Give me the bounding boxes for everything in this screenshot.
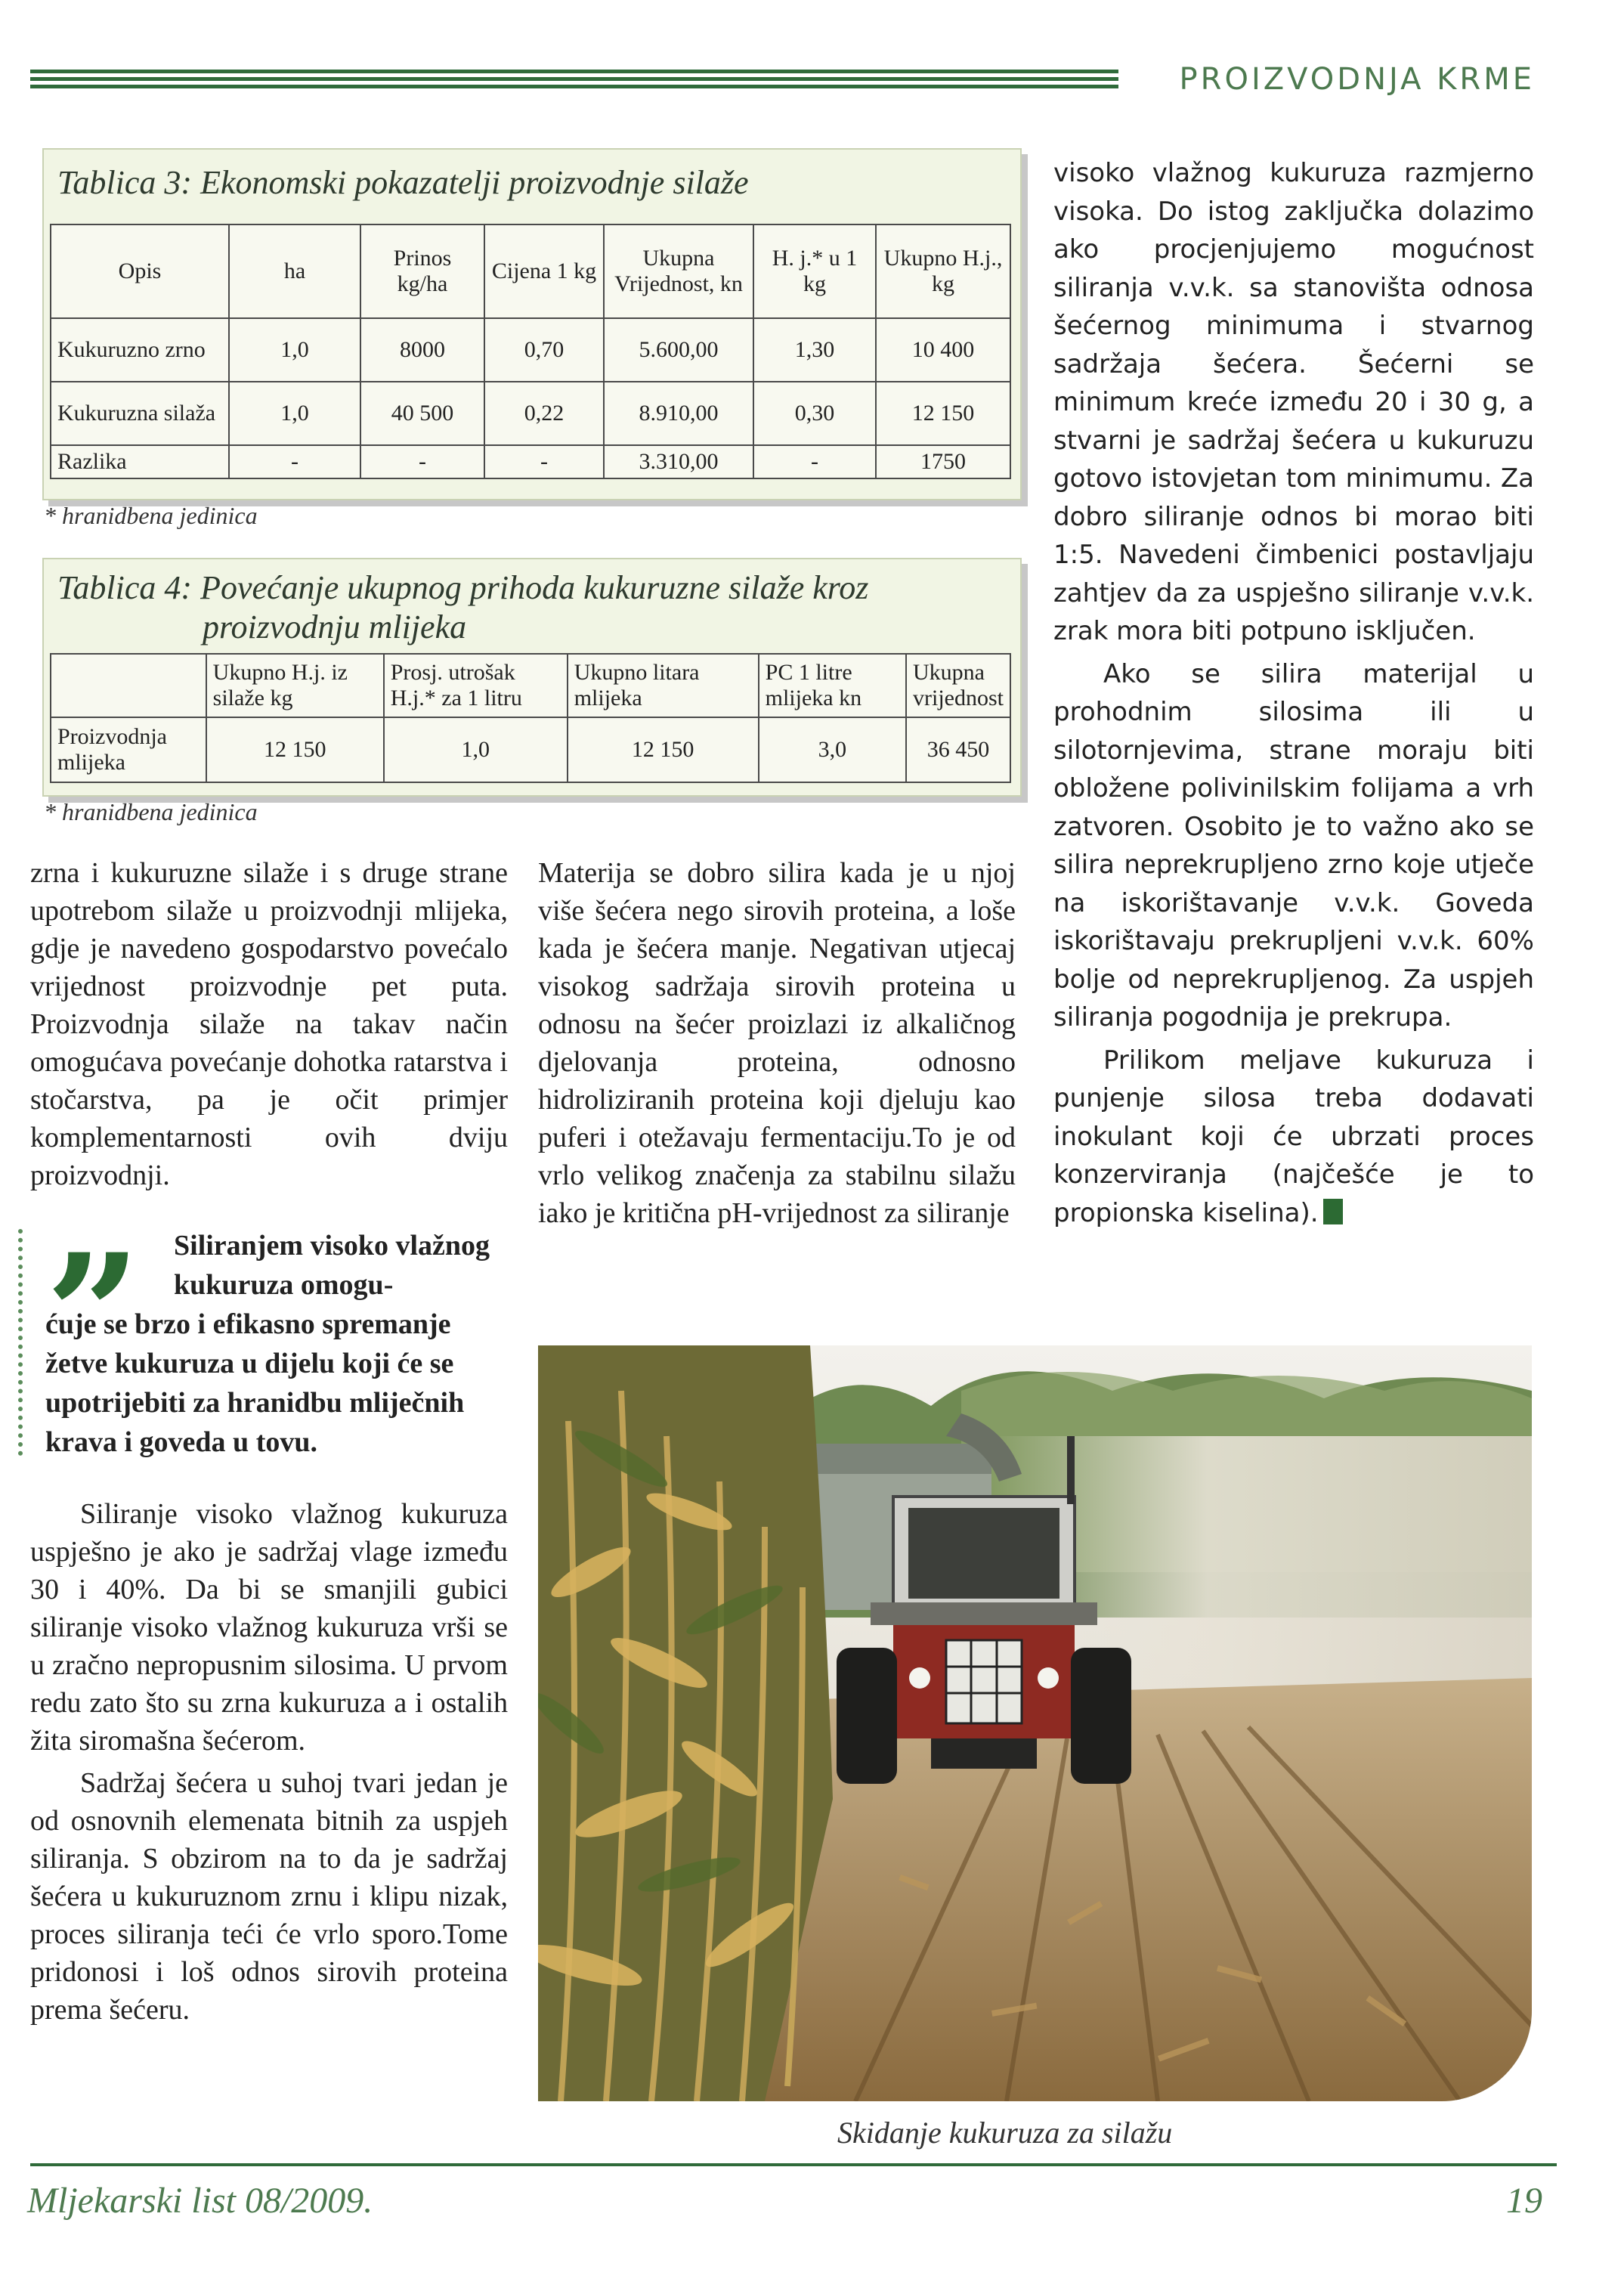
paragraph-text: Prilikom meljave kukuruza i punjenje silosa treba dodavati inokulant koji će ubrzati proces konzerviranja (najčešće je to propionska kiselina). [1053, 1045, 1534, 1228]
table-cell: 1,30 [753, 318, 876, 382]
table-header-cell: PC 1 litre mlijeka kn [759, 654, 906, 717]
table-cell: - [360, 445, 484, 478]
table-cell: 12 150 [206, 717, 384, 782]
table3-box [42, 148, 1022, 500]
table4 [50, 653, 1011, 783]
table-cell: 0,30 [753, 382, 876, 445]
table-header-cell: Opis [51, 224, 229, 318]
paragraph: Siliranje visoko vlažnog kukuruza uspješno je ako je sadržaj vlage između 30 i 40%. Da bi se smanjili gubici siliranje visoko vlažnog kukuruza vrši se u zračno nepropusnim silosima. U prvom redu zato što su zrna kukuruza a i ostalih žita siromašna šećerom. [30, 1498, 508, 1757]
table-header-cell: H. j.* u 1 kg [753, 224, 876, 318]
table-cell: 3,0 [759, 717, 906, 782]
table-cell: - [484, 445, 604, 478]
table3-caption: Tablica 3: Ekonomski pokazatelji proizvodnje silaže [57, 164, 749, 201]
table-cell: 40 500 [360, 382, 484, 445]
paragraph: Sadržaj šećera u suhoj tvari jedan je od osnovnih elemenata bitnih za uspjeh siliranja. S obzirom na to da je sadržaj šećera u kukuruznom zrnu i klipu nizak, proces siliranja teći će vrlo sporo.Tome pridonosi i loš odnos sirovih proteina prema šećeru. [30, 1767, 508, 2026]
paragraph: visoko vlažnog kukuruza razmjerno visoka. Do istog zaključka dolazimo ako procjenjujemo mogućnost siliranja v.v.k. sa stanovišta odnosa šećernog minimuma i stvarnog sadržaja šećera. Šećerni se minimum kreće između 20 i 30 g, a stvarni je sadržaj šećera u kukuruzu gotovo istovjetan tom minimumu. Za dobro siliranje odnos bi morao biti 1:5. Navedeni čimbenici postavljaju zahtjev da za uspješno siliranje v.v.k. zrak mora biti potpuno isključen. [1053, 158, 1534, 646]
table-cell: 3.310,00 [604, 445, 753, 478]
column1-top-text [30, 854, 508, 1194]
table-header-cell: Ukupno litara mlijeka [568, 654, 759, 717]
table-cell: 1,0 [229, 382, 360, 445]
table-header-row [51, 224, 1010, 318]
table4-box [42, 558, 1022, 797]
table3-footnote: * hranidbena jedinica [44, 502, 258, 529]
table-cell: 0,70 [484, 318, 604, 382]
table-cell: 8000 [360, 318, 484, 382]
magazine-name: Mljekarski list 08/2009. [27, 2181, 373, 2221]
table-cell: 8.910,00 [604, 382, 753, 445]
quote-mark-icon: ” [45, 1217, 141, 1413]
paragraph: Ako se silira materijal u prohodnim silosima ili u silotornjevima, strane moraju biti obložene polivinilskim folijama a vrh zatvoren. Osobito je to važno ako se silira neprekrupljeno zrno koje utječe na iskorištavanje v.v.k. Goveda iskorištavaju prekrupljeni v.v.k. 60% bolje od neprekrupljenog. Za uspjeh siliranja pogodnija je prekrupa. [1053, 658, 1534, 1032]
footer-rule [30, 2163, 1557, 2166]
column2-text [538, 854, 1016, 1232]
harvest-photo-illustration [538, 1345, 1532, 2101]
paragraph: zrna i kukuruzne silaže i s druge strane upotrebom silaže u proizvodnji mlijeka, gdje je navedeno gospodarstvo povećalo vrijednost proizvodnje pet puta. Proizvodnja silaže na takav način omogućava povećanje dohotka ratarstva i stočarstva, pa je očit primjer komplementarnosti ovih dviju proizvodnji. [30, 857, 508, 1191]
end-mark-icon [1323, 1199, 1343, 1224]
table-cell: - [753, 445, 876, 478]
table-row [51, 318, 1010, 382]
section-title: PROIZVODNJA KRME [1179, 62, 1535, 97]
header-rule-mid [30, 77, 1118, 81]
quote-dotted-rule [18, 1229, 27, 1456]
table-cell: 12 150 [568, 717, 759, 782]
pull-quote [45, 1217, 508, 1462]
page-number: 19 [1506, 2181, 1542, 2221]
column3-text [1053, 154, 1534, 1232]
table3 [50, 224, 1011, 479]
table-cell: 10 400 [876, 318, 1010, 382]
table-header-cell: Ukupno H.j. iz silaže kg [206, 654, 384, 717]
table-header-cell: Cijena 1 kg [484, 224, 604, 318]
column1-bottom-text [30, 1495, 508, 2029]
table-header-cell: Prinos kg/ha [360, 224, 484, 318]
table-cell: 1750 [876, 445, 1010, 478]
paragraph [1053, 1042, 1534, 1233]
table-row [51, 382, 1010, 445]
table-header-cell [51, 654, 206, 717]
table-cell: Kukuruzna silaža [51, 382, 229, 445]
table-cell: 5.600,00 [604, 318, 753, 382]
paragraph: Materija se dobro silira kada je u njoj više šećera nego sirovih proteina, a loše kada je šećera manje. Negativan utjecaj visokog sadržaja sirovih proteina u odnosu na šećer proizlazi iz alkaličnog djelovanja proteina, odnosno hidroliziranih proteina koji djeluju kao puferi i otežavaju fermentaciju.To je od vrlo velikog značenja za stabilnu silažu iako je kritična pH-vrijednost za siliranje [538, 857, 1016, 1229]
table-cell: 12 150 [876, 382, 1010, 445]
table-header-cell: Prosj. utrošak H.j.* za 1 litru [384, 654, 568, 717]
table-cell: 0,22 [484, 382, 604, 445]
table4-footnote: * hranidbena jedinica [44, 798, 258, 825]
table-row [51, 445, 1010, 478]
table-row [51, 717, 1010, 782]
photo-caption: Skidanje kukuruza za silažu [837, 2116, 1173, 2150]
table4-caption [57, 568, 868, 647]
table-header-cell: Ukupna Vrijednost, kn [604, 224, 753, 318]
table-header-cell: Ukupno H.j., kg [876, 224, 1010, 318]
table-cell: Proizvodnja mlijeka [51, 717, 206, 782]
table-cell: Razlika [51, 445, 229, 478]
header-rule-top [30, 70, 1118, 73]
table-cell: 1,0 [229, 318, 360, 382]
table-header-cell: Ukupna vrijednost [906, 654, 1010, 717]
table-cell: 36 450 [906, 717, 1010, 782]
table-cell: - [229, 445, 360, 478]
pull-quote-first: Siliranjem visoko vlažnog kukuruza omogu- [174, 1230, 490, 1301]
pull-quote-rest: ćuje se brzo i efikasno spremanje žetve kukuruza u dijelu koji će se upotrijebiti za hranidbu mliječnih krava i goveda u tovu. [45, 1308, 465, 1458]
table4-caption-line2: proizvodnju mlijeka [203, 608, 467, 645]
table-cell: 1,0 [384, 717, 568, 782]
table-header-cell: ha [229, 224, 360, 318]
table-cell: Kukuruzno zrno [51, 318, 229, 382]
table-header-row [51, 654, 1010, 717]
table4-caption-line1: Tablica 4: Povećanje ukupnog prihoda kukuruzne silaže kroz [57, 569, 869, 606]
harvest-photo [538, 1345, 1532, 2101]
header-rule-bottom [30, 85, 1118, 88]
